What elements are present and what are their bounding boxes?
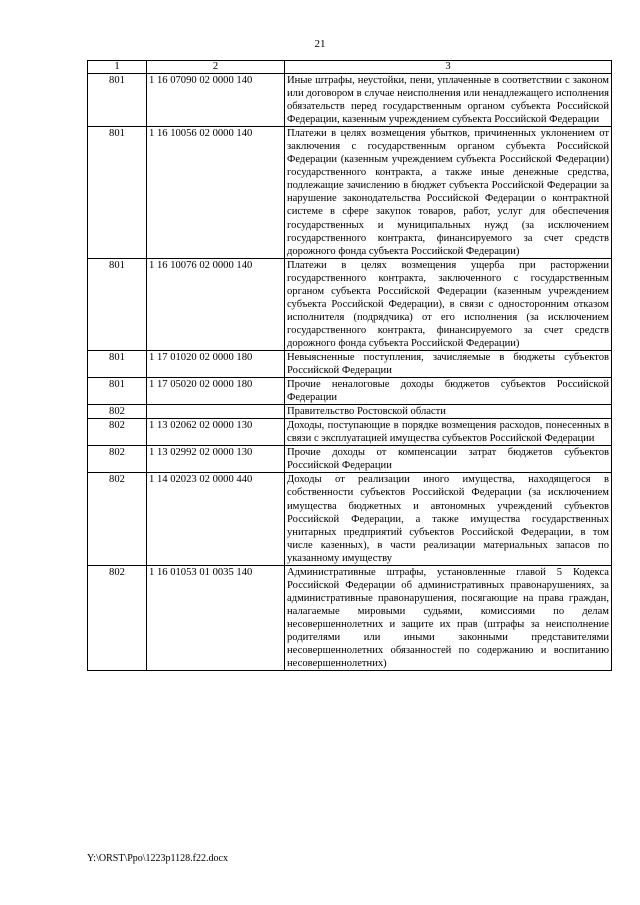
revenue-description-cell: Доходы, поступающие в порядке возмещения расходов, понесенных в связи с эксплуатацией имущества субъектов Российской Федерации (285, 419, 612, 446)
page-number: 21 (314, 38, 326, 50)
admin-code-cell: 801 (88, 74, 147, 127)
revenue-code-cell: 1 17 01020 02 0000 180 (147, 350, 285, 377)
admin-code-cell: 802 (88, 419, 147, 446)
revenue-description-cell: Иные штрафы, неустойки, пени, уплаченные в соответствии с законом или договором в случае неисполнения или ненадлежащего исполнения обязательств перед государственным органом субъекта Российской Федерации, казенным учреждением субъекта Российской Федерации (285, 74, 612, 127)
column-header-admin: 1 (88, 61, 147, 74)
table-row (88, 74, 612, 127)
revenue-code-cell: 1 14 02023 02 0000 440 (147, 473, 285, 565)
table-row (88, 127, 612, 258)
table-row (88, 258, 612, 350)
table-header-row (88, 61, 612, 74)
revenue-code-cell: 1 13 02062 02 0000 130 (147, 419, 285, 446)
table-row (88, 473, 612, 565)
table-row (88, 378, 612, 405)
admin-code-cell: 802 (88, 446, 147, 473)
revenue-code-cell: 1 16 01053 01 0035 140 (147, 565, 285, 670)
table-row (88, 405, 612, 419)
admin-code-cell: 802 (88, 405, 147, 419)
admin-code-cell: 801 (88, 258, 147, 350)
file-path-footer: Y:\ORST\Ppo\1223p1128.f22.docx (87, 853, 228, 864)
revenue-description-cell: Прочие доходы от компенсации затрат бюджетов субъектов Российской Федерации (285, 446, 612, 473)
revenue-description-cell: Прочие неналоговые доходы бюджетов субъектов Российской Федерации (285, 378, 612, 405)
revenue-description-cell: Платежи в целях возмещения ущерба при расторжении государственного контракта, заключенного с государственным органом субъекта Российской Федерации (казенным учреждением субъекта Российской Федерации), в связи с односторонним отказом исполнителя (подрядчика) от его исполнения (за исключением государственного контракта, финансируемого за счет средств дорожного фонда субъекта Российской Федерации) (285, 258, 612, 350)
revenue-code-cell: 1 16 10076 02 0000 140 (147, 258, 285, 350)
revenue-code-cell (147, 405, 285, 419)
admin-code-cell: 801 (88, 127, 147, 258)
revenue-codes-table (87, 60, 612, 671)
revenue-description-cell: Платежи в целях возмещения убытков, причиненных уклонением от заключения с государственным органом субъекта Российской Федерации (казенным учреждением субъекта Российской Федерации) государственного контракта, а также иные денежные средства, подлежащие зачислению в бюджет субъекта Российской Федерации за нарушение законодательства Российской Федерации о контрактной системе в сфере закупок товаров, работ, услуг для обеспечения государственных и муниципальных нужд (за исключением государственного контракта, финансируемого за счет средств дорожного фонда субъекта Российской Федерации) (285, 127, 612, 258)
revenue-description-cell: Административные штрафы, установленные главой 5 Кодекса Российской Федерации об административных правонарушениях, за административные правонарушения, посягающие на права граждан, налагаемые мировыми судьями, комиссиями по делам несовершеннолетних и защите их прав (штрафы за неисполнение родителями или иными законными представителями несовершеннолетних обязанностей по содержанию и воспитанию несовершеннолетних) (285, 565, 612, 670)
revenue-code-cell: 1 16 10056 02 0000 140 (147, 127, 285, 258)
column-header-code: 2 (147, 61, 285, 74)
admin-code-cell: 802 (88, 565, 147, 670)
admin-code-cell: 801 (88, 378, 147, 405)
revenue-code-cell: 1 13 02992 02 0000 130 (147, 446, 285, 473)
revenue-description-cell: Доходы от реализации иного имущества, находящегося в собственности субъектов Российской Федерации (за исключением имущества бюджетных и автономных учреждений субъектов Российской Федерации, а также имущества государственных унитарных предприятий субъектов Российской Федерации, в том числе казенных), в части реализации материальных запасов по указанному имуществу (285, 473, 612, 565)
column-header-description: 3 (285, 61, 612, 74)
revenue-description-cell: Правительство Ростовской области (285, 405, 612, 419)
revenue-code-cell: 1 17 05020 02 0000 180 (147, 378, 285, 405)
admin-code-cell: 801 (88, 350, 147, 377)
table-row (88, 565, 612, 670)
table-row (88, 419, 612, 446)
table-row (88, 446, 612, 473)
admin-code-cell: 802 (88, 473, 147, 565)
revenue-description-cell: Невыясненные поступления, зачисляемые в бюджеты субъектов Российской Федерации (285, 350, 612, 377)
table-row (88, 350, 612, 377)
revenue-code-cell: 1 16 07090 02 0000 140 (147, 74, 285, 127)
